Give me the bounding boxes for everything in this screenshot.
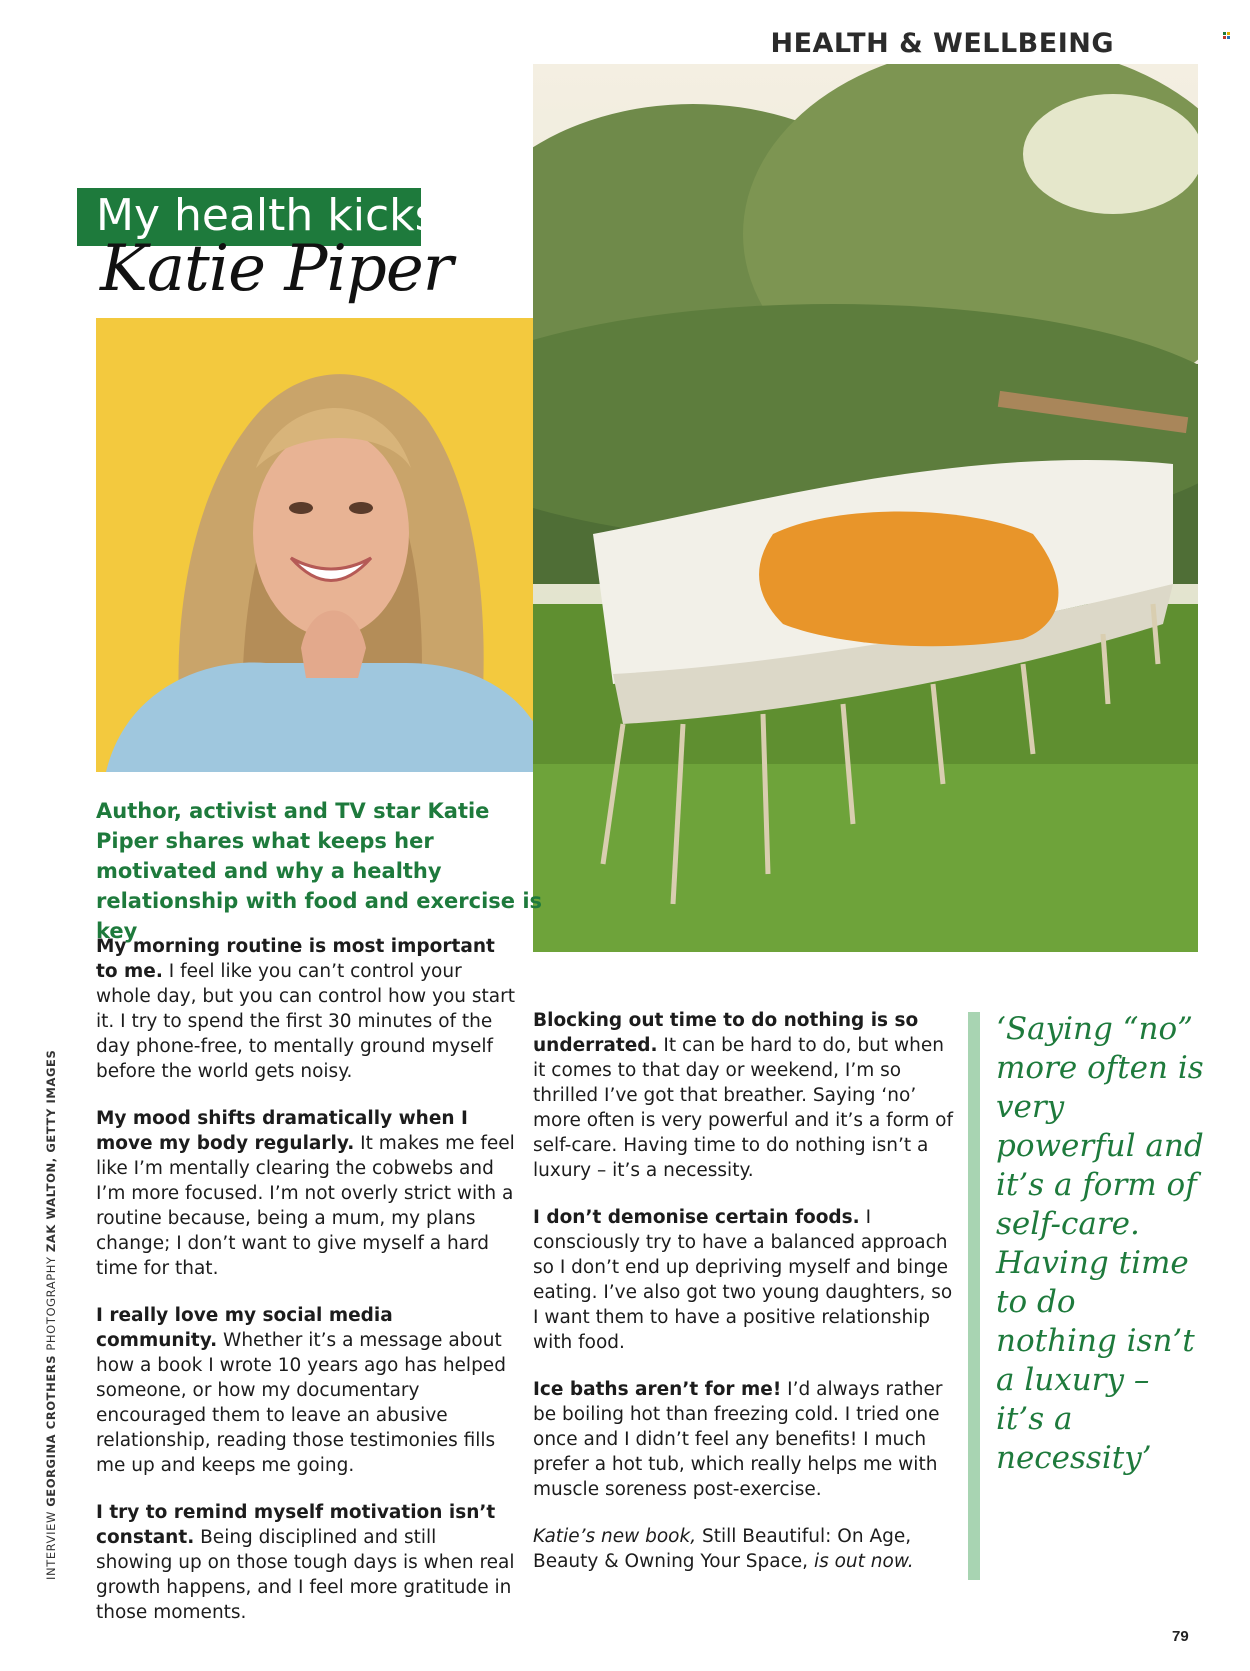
body-column-left (96, 934, 516, 1647)
credit-photo-label: PHOTOGRAPHY (44, 1256, 58, 1351)
credit-interview-label: INTERVIEW (44, 1511, 58, 1580)
portrait-photo (96, 318, 554, 772)
paragraph-text: Whether it’s a message about how a book I wrote 10 years ago has helped someone, or how my documentary encouraged them to leave an abusive relationship, reading those testimonies fills me up and keeps me going. (96, 1330, 506, 1476)
corner-mark-icon (1223, 32, 1231, 40)
hammock-photo (533, 64, 1198, 952)
paragraph-lead: I try to remind myself motivation isn’t constant. (96, 1502, 496, 1548)
paragraph-morning-routine (96, 934, 516, 1084)
paragraph-doing-nothing (533, 1008, 958, 1183)
photo-credit (44, 1049, 64, 1580)
paragraph-ice-baths (533, 1377, 958, 1502)
standfirst: Author, activist and TV star Katie Piper shares what keeps her motivated and why a healthy relationship with food and exercise is key (96, 799, 543, 943)
paragraph-text: Being disciplined and still showing up on those tough days is when real growth happens, and I feel more gratitude in those moments. (96, 1527, 515, 1623)
paragraph-lead: Blocking out time to do nothing is so underrated. (533, 1010, 919, 1056)
paragraph-text: It makes me feel like I’m mentally clearing the cobwebs and I’m more focused. I’m not overly strict with a routine because, being a mum, my plans change; I don’t want to give myself a hard time for that. (96, 1133, 515, 1279)
paragraph-text: I feel like you can’t control your whole day, but you can control how you start it. I try to spend the first 30 minutes of the day phone-free, to mentally ground myself before the world gets noisy. (96, 961, 515, 1082)
paragraph-mood (96, 1106, 516, 1281)
title-name: Katie Piper (100, 232, 453, 306)
title-kicker: My health kicks (96, 190, 438, 241)
paragraph-text: It can be hard to do, but when it comes to that day or weekend, I’m so thrilled I’ve got that breather. Saying ‘no’ more often is very powerful and it’s a form of self-care. Having time to do nothing isn’t a luxury – it’s a necessity. (533, 1035, 953, 1181)
page-number: 79 (1172, 1628, 1189, 1645)
book-plug-title: Still Beautiful: On Age, Beauty & Owning Your Space, (533, 1526, 912, 1572)
paragraph-text: I consciously try to have a balanced approach so I don’t end up depriving myself and binge eating. I’ve also got two young daughters, so I want them to have a positive relationship with food. (533, 1207, 953, 1353)
book-plug-outro: is out now. (808, 1551, 914, 1572)
section-label: HEALTH & WELLBEING (770, 28, 1114, 59)
credit-interview-name: GEORGINA CROTHERS (44, 1354, 58, 1507)
paragraph-lead: I don’t demonise certain foods. (533, 1207, 860, 1228)
paragraph-social-media (96, 1303, 516, 1478)
paragraph-lead: My mood shifts dramatically when I move my body regularly. (96, 1108, 468, 1154)
paragraph-text: I’d always rather be boiling hot than freezing cold. I tried one once and I didn’t feel any benefits! I much prefer a hot tub, which really helps me with muscle soreness post-exercise. (533, 1379, 943, 1500)
pull-quote-bar (968, 1012, 980, 1580)
paragraph-lead: Ice baths aren’t for me! (533, 1379, 782, 1400)
body-column-middle (533, 1008, 958, 1596)
paragraph-lead: I really love my social media community. (96, 1305, 393, 1351)
book-plug (533, 1524, 958, 1574)
pull-quote: ‘Saying “no” more often is very powerful and it’s a form of self-care. Having time to do nothing isn’t a luxury – it’s a necessity’ (996, 1011, 1204, 1476)
book-plug-intro: Katie’s new book, (533, 1526, 697, 1547)
paragraph-motivation (96, 1500, 516, 1625)
paragraph-foods (533, 1205, 958, 1355)
paragraph-lead: My morning routine is most important to me. (96, 936, 495, 982)
credit-photo-names: ZAK WALTON, GETTY IMAGES (44, 1049, 58, 1253)
